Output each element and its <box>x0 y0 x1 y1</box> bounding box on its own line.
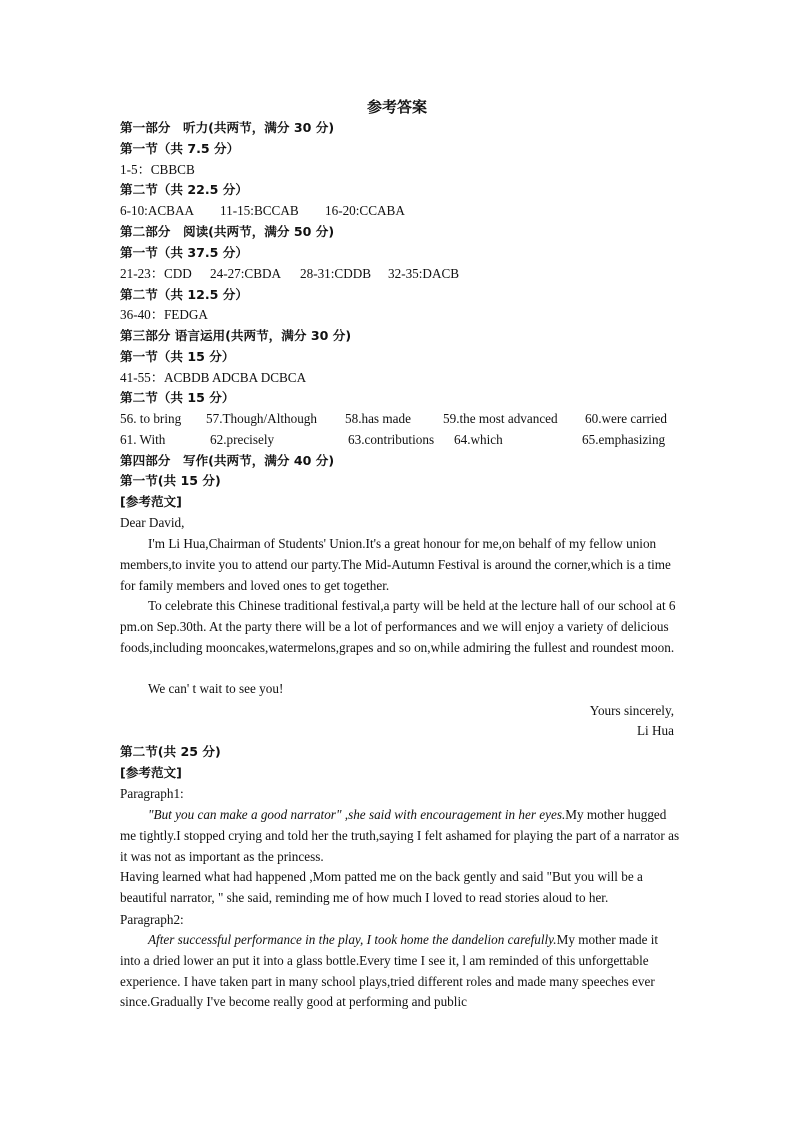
essay-paragraph2 <box>120 930 680 1013</box>
answer-group: 24-27:CBDA <box>210 266 282 281</box>
part1-sec2-heading: 第二节（共 22.5 分） <box>120 182 248 197</box>
essay-opening-sentence: "But you can make a good narrator" ,she said with encouragement in her eyes. <box>148 807 566 822</box>
part3-answer-row <box>120 431 676 449</box>
part2-sec1-answers <box>120 265 676 283</box>
answer-item: 59.the most advanced <box>443 411 558 426</box>
letter-paragraph: I'm Li Hua,Chairman of Students' Union.It's a great honour for me,on behalf of my fellow union members,to invite you to attend our party.The Mid-Autumn Festival is around the corner,which is a time for family members and loved ones to get together. <box>120 536 671 593</box>
answer-group: 6-10:ACBAA <box>120 203 194 218</box>
part3-heading: 第三部分 语言运用(共两节，满分 30 分) <box>120 328 352 343</box>
part3-sec2-heading: 第二节（共 15 分） <box>120 390 235 405</box>
sample-essay-label: [参考范文] <box>120 765 182 780</box>
part3-sec1-answers: 41-55：ACBDB ADCBA DCBCA <box>120 370 307 385</box>
part4-sec2-heading: 第二节(共 25 分) <box>120 744 221 759</box>
answer-item: 57.Though/Although <box>206 411 317 426</box>
letter-paragraph: To celebrate this Chinese traditional festival,a party will be held at the lecture hall of our school at 6 pm.on Sep.30th. At the party there will be a lot of performances and we will enjoy a variety of delicious foods,including mooncakes,watermelons,grapes and so on,while admiring the fullest and roundest moon. <box>120 598 676 655</box>
letter-paragraph: We can' t wait to see you! <box>148 681 284 696</box>
part2-heading: 第二部分 阅读(共两节，满分 50 分) <box>120 224 335 239</box>
letter-signature: Li Hua <box>637 723 674 738</box>
sample-essay-label: [参考范文] <box>120 494 182 509</box>
letter-greeting: Dear David, <box>120 515 185 530</box>
part1-sec1-answers: 1-5：CBBCB <box>120 162 195 177</box>
essay-paragraph1-continued: Having learned what had happened ,Mom patted me on the back gently and said "But you will be a beautiful narrator, " she said, reminding me of how much I loved to read stories aloud to her. <box>120 869 643 905</box>
answer-group: 21-23：CDD <box>120 266 192 281</box>
part3-answer-row <box>120 410 676 428</box>
answer-item: 61. With <box>120 432 166 447</box>
part2-sec2-answers: 36-40：FEDGA <box>120 307 208 322</box>
part1-sec1-heading: 第一节（共 7.5 分） <box>120 141 240 156</box>
answer-group: 16-20:CCABA <box>325 203 405 218</box>
answer-item: 63.contributions <box>348 432 435 447</box>
answer-item: 65.emphasizing <box>582 432 666 447</box>
essay-text: My mother hugged me tightly.I stopped crying and told her the truth,saying I felt ashamed for playing the part of a narrator as it was not as important as the princess. <box>120 807 680 864</box>
answer-item: 58.has made <box>345 411 411 426</box>
letter-closing: Yours sincerely, <box>589 703 674 718</box>
answer-item: 62.precisely <box>210 432 275 447</box>
part2-sec1-heading: 第一节（共 37.5 分） <box>120 245 248 260</box>
answer-item: 64.which <box>454 432 503 447</box>
part4-sec1-heading: 第一节(共 15 分) <box>120 473 221 488</box>
answer-group: 28-31:CDDB <box>300 266 372 281</box>
part4-heading: 第四部分 写作(共两节，满分 40 分) <box>120 453 335 468</box>
answer-item: 56. to bring <box>120 411 182 426</box>
answer-group: 11-15:BCCAB <box>220 203 299 218</box>
paragraph1-label: Paragraph1: <box>120 786 184 801</box>
essay-text: My mother made it into a dried lower an put it into a glass bottle.Every time I see it, l am reminded of this unforgettable experience. I have taken part in many school plays,tried different roles and made many speeches ever since.Gradually I've become really good at performing and public <box>120 932 659 1010</box>
essay-opening-sentence: After successful performance in the play, I took home the dandelion carefully. <box>148 932 557 947</box>
part3-sec1-heading: 第一节（共 15 分） <box>120 349 235 364</box>
answer-group: 32-35:DACB <box>388 266 460 281</box>
part1-heading: 第一部分 听力(共两节，满分 30 分) <box>120 120 335 135</box>
answer-item: 60.were carried <box>585 411 668 426</box>
page-title: 参考答案 <box>366 98 427 116</box>
essay-paragraph1 <box>120 805 680 867</box>
part1-sec2-answers <box>120 202 676 220</box>
paragraph2-label: Paragraph2: <box>120 912 184 927</box>
part2-sec2-heading: 第二节（共 12.5 分） <box>120 287 248 302</box>
